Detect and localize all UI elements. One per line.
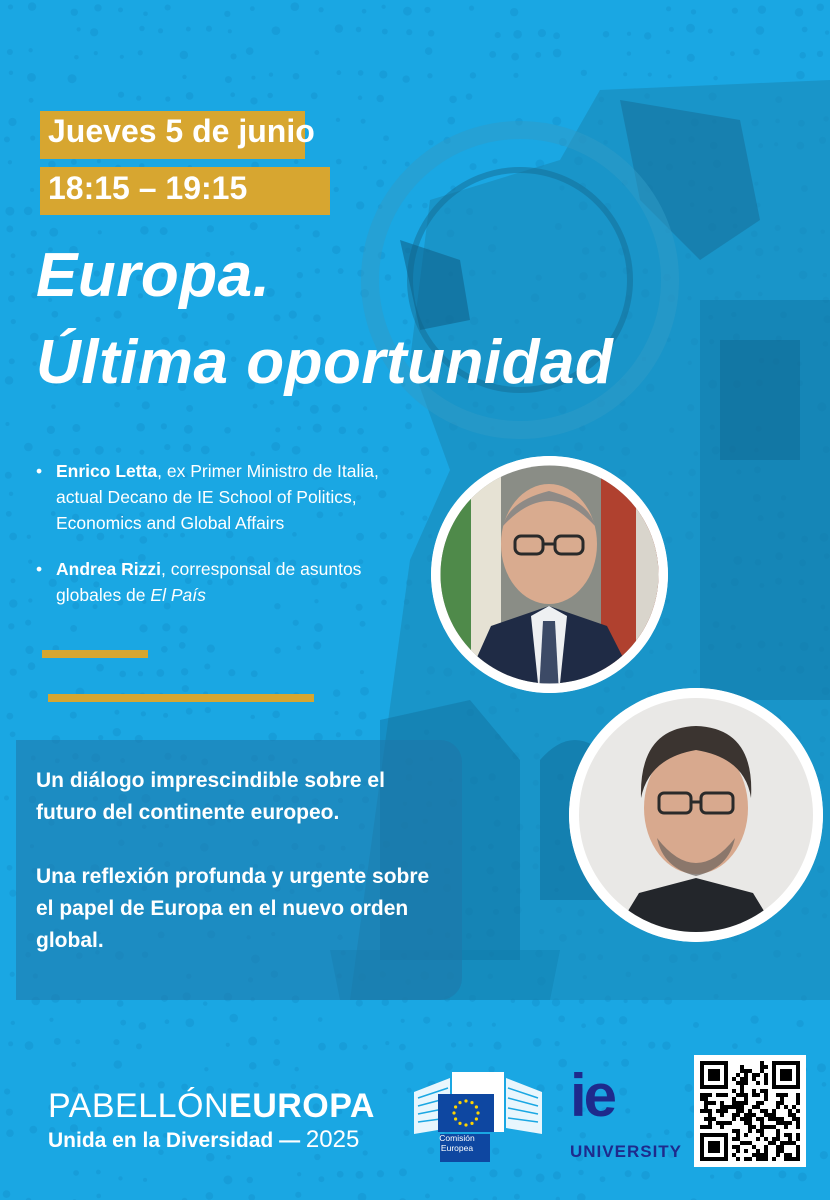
publication-name: El País [150,585,206,605]
accent-bar-short [42,650,148,658]
tagline-text: Unida en la Diversidad [48,1129,274,1152]
speaker-photo-letta [431,456,668,693]
ec-label: Comisión Europea [439,1133,475,1153]
speaker-description: , ex Primer Ministro de Italia, actual Decano de IE School of Politics, Economics and Global Affairs [56,461,379,533]
tagline-dash: — [273,1129,306,1152]
qr-code-icon[interactable] [694,1055,806,1167]
speaker-name: Andrea Rizzi [56,559,162,579]
event-title-line1: Europa. [36,241,271,310]
ie-university-label: UNIVERSITY [570,1142,683,1161]
eu-flag-icon [438,1094,494,1132]
bullet-icon: • [36,559,43,579]
event-time: 18:15 – 19:15 [48,170,248,206]
event-date: Jueves 5 de junio [48,113,315,149]
speaker-description: , corresponsal de asuntos globales de [56,559,362,605]
description-paragraph-2: Una reflexión profunda y urgente sobre el papel de Europa en el nuevo orden global. [36,865,430,952]
description-text [36,765,446,989]
pabellon-europa-logo [48,1088,375,1154]
ie-university-logo [570,1062,683,1166]
event-title-line2: Última oportunidad [36,328,614,397]
brand-light: PABELLÓN [48,1087,230,1125]
speaker-item-rizzi [36,556,406,608]
brand-bold: EUROPA [229,1087,375,1125]
speaker-list [36,458,406,628]
ie-mark: ie [570,1062,615,1129]
brand-tagline [48,1126,375,1154]
speaker-item-letta [36,458,406,536]
bullet-icon: • [36,461,43,481]
speaker-photo-rizzi [569,688,823,942]
speaker-name: Enrico Letta [56,461,158,481]
description-paragraph-1: Un diálogo imprescindible sobre el futuro del continente europeo. [36,769,385,824]
brand-wordmark [48,1088,375,1124]
accent-bar-long [48,694,314,702]
european-commission-logo [410,1064,546,1164]
tagline-year: 2025 [305,1126,360,1153]
